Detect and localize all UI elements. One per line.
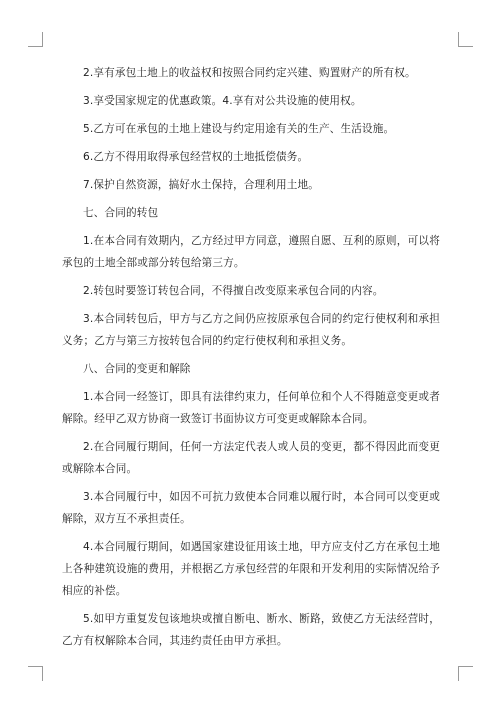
clause-3-preferential-policy: 3.享受国家规定的优惠政策。4.享有对公共设施的使用权。 (83, 95, 362, 107)
clause-7-protect-resources: 7.保护自然资源，搞好水土保持，合理利用土地。 (83, 179, 320, 191)
clause-2-right-to-income: 2.享有承包土地上的收益权和按照合同约定兴建、购置财产的所有权。 (83, 67, 416, 79)
section-heading-subcontract: 七、合同的转包 (83, 207, 159, 219)
crop-mark-top-left (28, 32, 43, 47)
subcontract-clause-1: 1.在本合同有效期内，乙方经过甲方同意，遵照自愿、互利的原则，可以将承包的土地全部或部分转包给第三方。 (62, 235, 440, 269)
clause-6-no-debt-offset: 6.乙方不得用取得承包经营权的土地抵偿债务。 (83, 151, 309, 163)
change-clause-4: 4.本合同履行期间，如遇国家建设征用该土地，甲方应支付乙方在承包土地上各种建筑设施的费用，并根据乙方承包经营的年限和开发利用的实际情况给予相应的补偿。 (62, 541, 440, 597)
change-clause-2: 2.在合同履行期间，任何一方法定代表人或人员的变更，都不得因此而变更或解除本合同。 (62, 441, 440, 475)
crop-mark-top-right (458, 32, 473, 47)
change-clause-5: 5.如甲方重复发包该地块或擅自断电、断水、断路，致使乙方无法经营时，乙方有权解除本合同，其违约责任由甲方承担。 (62, 613, 440, 647)
change-clause-1: 1.本合同一经签订，即具有法律约束力，任何单位和个人不得随意变更或者解除。经甲乙双方协商一致签订书面协议方可变更或解除本合同。 (62, 391, 440, 425)
subcontract-clause-2: 2.转包时要签订转包合同，不得擅自改变原来承包合同的内容。 (83, 285, 384, 297)
section-heading-change-termination: 八、合同的变更和解除 (83, 363, 191, 375)
crop-mark-bottom-right (458, 666, 473, 681)
change-clause-3: 3.本合同履行中，如因不可抗力致使本合同难以履行时，本合同可以变更或解除，双方互不承担责任。 (62, 491, 440, 525)
document-body (62, 62, 440, 658)
clause-5-build-facilities: 5.乙方可在承包的土地上建设与约定用途有关的生产、生活设施。 (83, 123, 395, 135)
crop-mark-bottom-left (28, 666, 43, 681)
subcontract-clause-3: 3.本合同转包后，甲方与乙方之间仍应按原承包合同的约定行使权利和承担义务；乙方与第三方按转包合同的约定行使权利和承担义务。 (62, 313, 440, 347)
